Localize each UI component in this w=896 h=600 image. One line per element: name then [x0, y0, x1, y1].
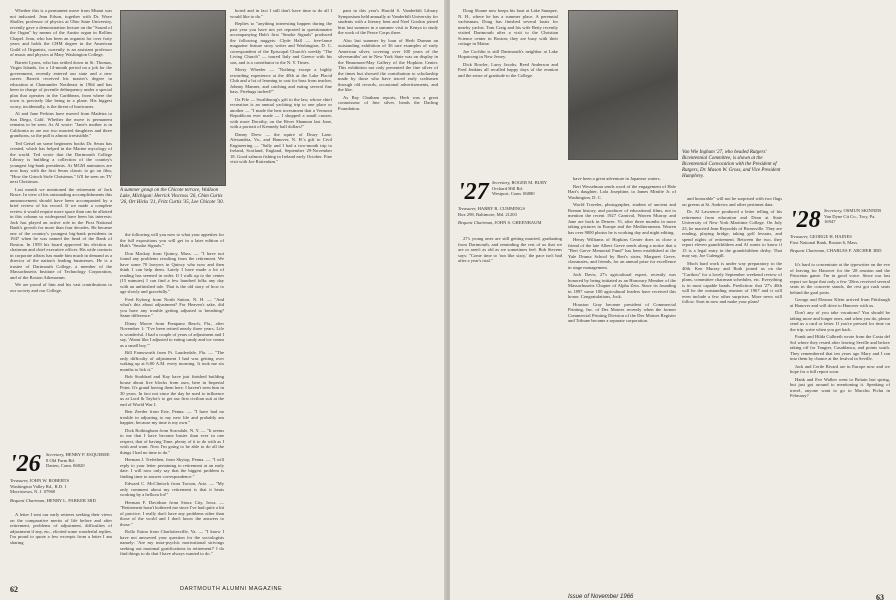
- paragraph: Oz Fife — Swalibuorg's gift to the law, whose chief recreation is an annual yachting trip to one place or another — "I made the best investment that a Vermont Republican ever made — I shopped a small cruiser, with more Dorothy, on the River Shannon last June, with a portrait of Kennedy half dollars!": [230, 96, 332, 129]
- paragraph: Bert Wesselman sends word of the engagement of Hale Hart's daughter, Lola Josephine, to James Minifie Jr. of Washington, D. C.: [568, 183, 676, 200]
- bequest-label: Bequest Chairman,: [10, 497, 46, 503]
- paragraph: pant in this year's Harold S. Vanderbilt Library Symposium held annually at Vanderbilt University for students with a literary bent and Noel Gordon joined him last summer in a summer visit to Kenya to study the work of the Peace Corps there.: [338, 8, 438, 35]
- class-27-officers: [492, 180, 564, 197]
- issue-date: Issue of November 1966: [568, 594, 634, 600]
- paragraph: Also last summer by loan of Herb Durnan an outstanding exhibition of 36 rare examples of early American silver, covering over 100 years of the silversmiths' art in New York State was on display in the Beaumont-May Gallery of the Hopkins Center. This exhibition not only presented the fine silver of the times but showed the contribution to scholarship made by those who have traced early craftsmen through old records, occasional advertisements, and the like.: [338, 37, 438, 92]
- class-27-heading: [458, 180, 489, 204]
- paragraph: Dick Bowler, Larry Jacobs, Reed Anderson and Fred Jenkins all recalled happy days of the reunion and the sense of gratitude to the College.: [458, 61, 558, 78]
- paragraph: Rollo Eaton from Charlottesville, Va. — "I know I have not answered your question for the sociologists namely: 'Are my intra-psychic motivational strivings seeking out maximal gratifications in retirement?' I do find things to do that I have always wanted to do.": [120, 529, 224, 556]
- bequest-name: CHARLES F. ARCHER 3RD: [826, 248, 882, 253]
- paragraph: Herman J. Trefethen, from Skytop, Penna. — "I will reply to your letter pertaining to retirement at an early date. I will now only say that the biggest problem is finding time to answer correspondence.": [120, 457, 224, 479]
- secretary-address: Orchard Hill Rd.: [492, 185, 524, 191]
- right-column-1-top: [458, 8, 558, 138]
- paragraph: Don't any of you take vacations? You should be taking more and longer ones, and when you do, please send us a card or letter. If you're pressed for time on the trip, write when you get back.: [790, 310, 890, 332]
- right-column-2: [568, 176, 676, 576]
- paragraph: Danny Drew — the squire of Drury Lane, Alexandria, Va., and Hanover, N. H.'s gift to Civil Engineering — "Sally and I had a two-month trip to Ireland, Scotland, England, September 29-November 18. Good salmon fishing in Ireland early October. Fine visit with Joe Rotterdam.": [230, 131, 332, 164]
- paragraph: Replies to "anything interesting happen during the past year you have not yet reported in questionnaire accompanying Hub's first "Smoke Signals" produced the following nuggets: Clyde Hall — free-lance magazine feature story writer and Washington, D. C. correspondent of the Episcopal Church's weekly "The Living Church" — toured Italy and Greece with his son, and is a contributor to the N. Y. Times.: [230, 21, 332, 65]
- right-column-3: [682, 196, 782, 576]
- secretary-address: Westport, Conn. 06880: [492, 191, 535, 196]
- class-year: '26: [10, 451, 41, 477]
- paragraph: Fred Kyborg from North Sutton, N. H. — "And what's this about adjustment? For Heaven's sake, did you have any trouble getting adjusted to breathing? Same difference.": [120, 296, 224, 318]
- paragraph: Dr. Al Lawrence produced a letter telling of his retirement from education and Dean at State University of New York Maritime College. On July 23, he married Jean Reynolds of Bronxville. They are reading, playing bridge, taking golf lessons, and spend nights of retirement. Between the two, they report eleven grandchildren and Al wants to know if 15 is a legal entry in the grandchildren derby. That may say, Joe Culengill.: [682, 209, 782, 258]
- paragraph: Much hard work is under way preparatory to the 40th. Ken Murray and Ruth joined us on the "Caribou" for a lovely September weekend review of plans, committee chairman schedules, etc. Everything is in most capable hands. Prediction: that '27's 40th will be the outstanding reunion of 1967 and it will even include a few other surprises. More news will follow. Start in now and make your plans!: [682, 260, 782, 304]
- paragraph: Doug Sloane now keeps his boat at Lake Sunapee, N. H., where he has a summer place. A perennial vachtsman, Doug has finished several boats for nearby yachts. Tom Craig and his wife Betty recently visited Dartmouth after a visit to the Christian Science center in Boston; they are busy with their cottage in Maine.: [458, 8, 558, 46]
- class-year: '27: [458, 179, 489, 205]
- secretary-address: 16947: [824, 219, 836, 224]
- treasurer-name: JOHN W. ROBERTS: [29, 478, 69, 483]
- magazine-name: DARTMOUTH ALUMNI MAGAZINE: [180, 586, 283, 592]
- secretary-address: Van Dyne Cit Co., Troy, Pa.: [824, 213, 876, 219]
- treasurer-label: Treasurer,: [458, 206, 477, 211]
- paragraph: and honorable" will not be surprised with two flags on greens at St. Andrews and other pertinent data.: [682, 196, 782, 207]
- paragraph: Herman F. Davidson from Sioux City, Iowa. — "Retirement hasn't bothered me since I've had quite a bit of practice. I really don't have any problems other than those of the world and I don't know the answers to those.": [120, 499, 224, 527]
- paragraph: 27's young ones are still getting married, graduating from Dartmouth, and reminding the rest of us that we are or aren't as old as we sometimes feel. Bob Stevens says: "Come time to 'run like sixty,' the pace isn't bad after a year's trial.": [458, 236, 562, 263]
- class-28-heading: [790, 208, 821, 232]
- bequest-label: Bequest Chairman,: [458, 220, 494, 225]
- paragraph: Morty Wheeler — "Nothing except a highly rewarding experience at the 40th at the Lake Placid Club and a lot of learning to cast for bass from teacher, Johnny Manner, and catching and eating several fine bass. Firebugs inched?": [230, 67, 332, 94]
- treasurer-address: Washington Valley Rd., R.D. 1: [10, 483, 67, 489]
- paragraph: Hank and Eve Walker went to Britain last spring, but just got around to mentioning it. Speaking of travel, anyone want to go to Macchu Pichu in February?: [790, 376, 890, 398]
- paragraph: Last month we mentioned the retirement of Jack Brace. In view of his outstanding accomplishments this announcement should have been accompanied by a brief review of his record. If we made a complete review it would require more space than can be allotted in this column so widespread have been his interests: Jack has played an active role in the First National Bank's growth for more than four decades. He became one of the country's youngest big-bank presidents in 1947 when he was named the head of the Bank of Boston. In 1959 his board approved his election as chairman and chief executive officer. His wide contacts in corporate affairs has made him much in demand as a director of the nation's leading businesses. He is a trustee of Dartmouth College, a member of the Massachusetts Institute of Technology Corporation, and of the Boston Athenaeum.: [10, 186, 112, 280]
- paragraph: Don Mackay from Quincy, Mass. — "I have not found any problems resulting from the retirement. We have some 70 lawyers in Quincy who now and then think I can help them. Lately I have made a lot of reading has seemed in order. If I walk up to the center (15 minutes) I can find a few hundred folks any day with an unfinished tale. That is the old story of how to age slowly and gracefully.": [120, 250, 224, 294]
- paragraph: bored and in fact I still don't have time to do all I would like to do.": [230, 8, 332, 19]
- secretary-label: Secretary,: [824, 208, 843, 213]
- class-28-treasurer: [790, 234, 890, 254]
- paragraph: Whether this is a permanent move from Miami was not indicated. Jean Edson, together with Dr. Wave Sholler, professor of physics at Ohio State University, recently gave a demonstration lecture on the "Sound of the Organ" by means of the Austin organ in Rollins Chapel. Jean, who has been an organist for over forty years and holds the CHM degree in the American Guild of Organists, currently is an assistant professor of music and physics at Mary Washington College.: [10, 8, 112, 57]
- secretary-label: Secretary,: [46, 452, 65, 457]
- class-26-treasurer: [10, 478, 112, 503]
- secretary-name: HENRY P. ESQUEREE: [65, 452, 110, 457]
- class-27-treasurer: [458, 206, 562, 226]
- left-page: [0, 0, 446, 600]
- photo-caption: A summer group on the Chicote terrace, Walloon Lake, Michigan: Herrick Vincross '26, Chim Curtis '26, Ort Hicks '21, Fritz Curtis '35, Lee Chicote '30.: [120, 188, 224, 205]
- left-column-1: [10, 8, 112, 450]
- paragraph: World Traveler, photographer, student of ancient and Roman history, and producer of educational films, not to mention the recent 1927 Carnival, Warren Murray and Jane are back in Denver. Vi, after three months in more taking pictures in Europe and the Mediterranean. Warren has over 9000 photos he is working day and night editing.: [568, 202, 676, 235]
- paragraph: Ben Zeeder from Erie, Penna. — "I have had no trouble in adjusting to my new life and probably am happier, because my time is my own.": [120, 409, 224, 425]
- paragraph: Dick Rothingham from Scarsdale, N. Y. — "It seems to me that I have become busier than ever in one respect, that of having Time, plenty of it to do with as I wish and want. Now I'm going to be able to do all the things I had no time to do.": [120, 427, 224, 455]
- treasurer-label: Treasurer,: [10, 478, 29, 483]
- paragraph: Jock Davis, 27's agricultural expert, recently was honored by being initiated as an Honorary Member of the Massachusetts Chapter of Alpha Zeta. Since its founding in 1897 some 100 agricultural leaders have received this honor. Congratulations, Jock.: [568, 272, 676, 299]
- secretary-address: 8 Old Farm Rd.: [46, 457, 75, 463]
- paragraph: Ted Geisel on some beginners books Dr. Seuss has created, which has helped in the Marine mycology of the world. Ted wrote that the Dartmouth College Library is building a collection of the country's youngest big-bank presidents. At MGM animators are now busy with the first Seuss classic to go on film, "How the Grinch Stole Christmas." It'll be seen on TV next Christmas.: [10, 140, 112, 184]
- paragraph: Edward C. McClintock from Tucson, Ariz. — "My only comment about my retirement is that it beats working by a helluva lot!": [120, 481, 224, 497]
- treasurer-address: Morristown, N. J. 07960: [10, 489, 56, 494]
- paragraph: Henry Williams of Hopkins Center does as close a friend of the late Albert Greve sends along a notice that a "Bert Greve Memorial Fund" has been established at the Yale Drama School by Bert's sister, Margaret Greve, classmates, and friends, for an annual prize for excellence in stage management.: [568, 237, 676, 270]
- bequest-label: Bequest Chairman,: [790, 248, 826, 253]
- paragraph: As Ray Chatham reports, Herb was a great connoisseur of fine silver, heads the Darling Foundation.: [338, 94, 438, 111]
- treasurer-address: Box 298, Baltimore, Md. 21203: [458, 211, 517, 217]
- treasurer-name: GEORGE H. HAINES: [809, 234, 852, 239]
- paragraph: Dinny Moore from Pompano Beach, Fla., after November 1: "I've been retired nearly three years. Life is wonderful. I had a couple of years of adjustment and I say, 'About like I adjusted to eating candy and ice cream as a small boy.'": [120, 320, 224, 348]
- paragraph: Frank and Hilda Culbreth wrote from the Costa del Sol where they rested after leaving Seville and before taking off for Tangier, Casablanca, and points south. They remembered that ten years ago Mary and I ran into them by chance at the festival in Seville.: [790, 334, 890, 361]
- bequest-name: HENRY L. PARKER 3RD: [46, 497, 96, 503]
- photo-caption: Van Wie Ingham '27, who headed Rutgers' Bicentennial Committee, is shown at the Bicentennial Convocation with the President of Rutgers, Dr. Mason W. Gross, and Vice President Humphrey.: [682, 150, 781, 179]
- treasurer-address: First National Bank, Boston 6, Mass.: [790, 239, 859, 245]
- class-26-heading: [10, 452, 41, 476]
- left-column-2: [120, 232, 224, 584]
- paragraph: Jack and Cerile Rivard are in Europe now and we hope for a full report soon.: [790, 363, 890, 374]
- treasurer-name: HARRY R. CUMMINGS: [477, 206, 526, 211]
- paragraph: have been a great adventure in Japanese waters.: [573, 176, 661, 181]
- secretary-address: Darien, Conn. 06820: [46, 463, 85, 468]
- paragraph: Al and Jane Perkins have moved from Madeira to San Diego, Calif. Whether the move is permanent remains to be seen. As Al wrote: "Jane's mother is in California as are our two married daughters and three grandsons, so the pull is almost irresistible.": [10, 111, 112, 138]
- page-number: 62: [10, 585, 18, 594]
- paragraph: We are proud of him and his vast contributions to our society and our College.: [10, 282, 112, 293]
- left-column-3: [230, 8, 332, 584]
- paragraph: It's hard to concentrate at the typewriter on the eve of leaving for Hanover for the '28 reunion and the Princeton game. I'm in good voice. Since our last report we hope that only a few '28ers received several seats in the concrete stands, the rest got rush seats behind the goal posts.: [790, 262, 890, 295]
- secretary-name: ROGER M. BURY: [511, 180, 548, 185]
- class-26-officers: [46, 452, 116, 469]
- paragraph: the following will you now to what your appetites for the full expositions you will get in a later edition of Hub's "Smoke Signals.": [120, 232, 224, 248]
- right-page: [450, 0, 896, 600]
- paragraph: Barrett Lyons, who has settled down in St. Thomas, Virgin Islands, for a 14-month period on a job for the government, recently entered our state and a new career. Barrett received his master's degree in education at Chamunder Northeast in 1964 and has been in charge of juvenile delinquency under a special plan that operates in the Caribbean, from where the town is precisely like being in a plane. His biggest worry, incidentally, is the threat of hurricanes.: [10, 59, 112, 109]
- paragraph: A letter I sent our early retirees seeking their views on the comparative merits of life before and after retirement, problems of adjustment, difficulties of adjustment if any, etc., elicited some wonderful replies. I'm proud to quote a few excerpts from a letter I am sharing: [10, 512, 112, 545]
- treasurer-label: Treasurer,: [790, 234, 809, 239]
- paragraph: Bob Stoddard and Kay have just finished building house about five blocks from ours, here in Imperial Point. It's grand having them here. I haven't seen him in 30 years. In fact not since the day he used to influence us at Lord & Taylor's to get our first civilian suit at the end of World War I.: [120, 374, 224, 407]
- bequest-name: JOHN S. GREENBAUM: [494, 220, 542, 225]
- paragraph: Joe Cochlin is still Dartmouth's neighbor at Lake Hopatcong in New Jersey.: [458, 48, 558, 59]
- rutgers-convocation-photo: [568, 10, 678, 160]
- paragraph: George and Eleanor Klein arrived from Pittsburgh at Hanover and will drive to Hanover with us.: [790, 297, 890, 308]
- page-number: 63: [876, 593, 884, 600]
- left-column-4: [338, 8, 438, 584]
- secretary-label: Secretary,: [492, 180, 511, 185]
- class-27-text: [458, 236, 562, 576]
- class-26-text: [10, 512, 112, 584]
- right-column-4: [790, 262, 890, 576]
- left-page-footer: [10, 585, 438, 594]
- paragraph: Houston Gray became president of Commercial Printing, Inc. of Des Moines recently when the former Commercial Printing Division of the Des Moines Register and Tribune became a separate corporation.: [568, 301, 676, 323]
- paragraph: Bill Farnsworth from Ft. Lauderdale, Fla. — "The only difficulty of adjustment I had was getting over waking up at 6:00 A.M. every morning. It took me six months to lick it.": [120, 350, 224, 372]
- summer-group-photo: [120, 10, 226, 186]
- class-year: '28: [790, 207, 821, 233]
- secretary-name: OSMUN SKINNER: [843, 208, 882, 213]
- class-28-officers: [824, 208, 890, 225]
